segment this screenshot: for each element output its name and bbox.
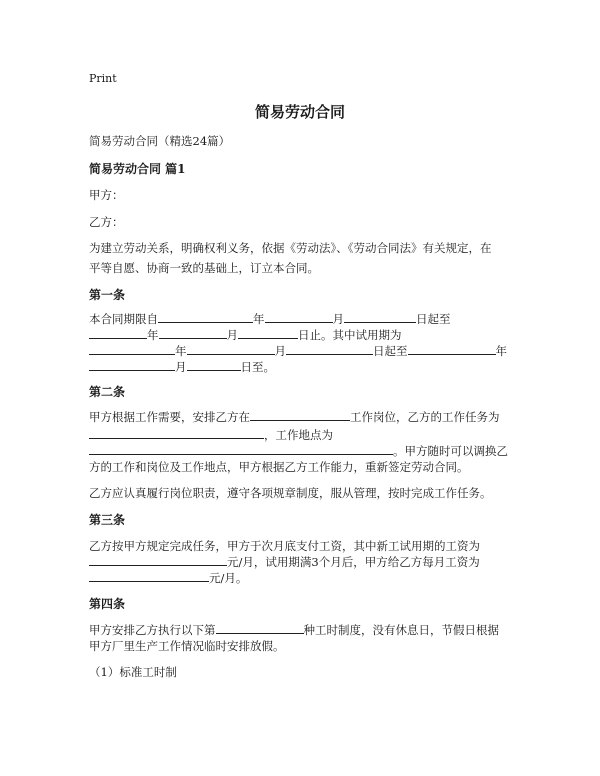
blank-field[interactable] (89, 357, 175, 371)
text: 年 (147, 328, 159, 342)
blank-field[interactable] (89, 568, 209, 582)
article-2-paragraph-2: 乙方应认真履行岗位职责，遵守各项规章制度，服从管理，按时完成工作任务。 (89, 486, 492, 500)
text: 。甲方随时可以调换乙 (393, 444, 508, 458)
party-a-label: 甲方： (89, 188, 124, 202)
blank-field[interactable] (344, 309, 416, 323)
article-4-line-2: 甲方厂里生产工作情况临时安排放假。 (89, 639, 285, 653)
text: 月 (274, 344, 286, 358)
blank-field[interactable] (187, 341, 275, 355)
text: 工作岗位，乙方的工作任务为 (350, 410, 500, 424)
text: 月 (226, 328, 238, 342)
article-4-item-1: （1）标准工时制 (89, 665, 177, 679)
blank-field[interactable] (187, 357, 241, 371)
text: 年 (175, 344, 187, 358)
document-title: 简易劳动合同 (254, 103, 345, 121)
print-label[interactable]: Print (89, 72, 117, 85)
blank-field[interactable] (89, 325, 147, 339)
text: 元/月，试用期满3个月后，甲方给乙方每月工资为 (227, 555, 480, 569)
text: 月 (175, 360, 187, 374)
text: 本合同期限自 (89, 312, 158, 326)
subtitle: 简易劳动合同（精选24篇） (89, 134, 231, 148)
text: 日至。 (240, 360, 275, 374)
blank-field[interactable] (265, 309, 333, 323)
blank-field[interactable] (89, 425, 264, 439)
text: 甲方根据工作需要，安排乙方在 (89, 410, 250, 424)
article-1-line-4 (89, 357, 519, 377)
article-2-line-1 (89, 407, 519, 427)
article-3-line-1: 乙方按甲方规定完成任务，甲方于次月底支付工资，其中新工试用期的工资为 (89, 539, 480, 553)
text: 年 (253, 312, 265, 326)
blank-field[interactable] (250, 407, 350, 421)
text: 年 (495, 344, 507, 358)
intro-line-1: 为建立劳动关系，明确权利义务，依据《劳动法》、《劳动合同法》有关规定，在 (89, 241, 492, 255)
text: 元/月。 (209, 571, 248, 585)
blank-field[interactable] (89, 552, 227, 566)
text: 种工时制度，没有休息日，节假日根据 (303, 623, 499, 637)
text: 日起至 (373, 344, 408, 358)
blank-field[interactable] (89, 441, 393, 455)
text: 日起至 (416, 312, 451, 326)
text: 月 (332, 312, 344, 326)
text: 日止。其中试用期为 (298, 328, 402, 342)
text: ，工作地点为 (264, 428, 333, 442)
party-b-label: 乙方： (89, 215, 124, 229)
blank-field[interactable] (408, 341, 496, 355)
intro-line-2: 平等自愿、协商一致的基础上，订立本合同。 (89, 261, 319, 275)
article-4-heading: 第四条 (89, 597, 126, 611)
section-title: 简易劳动合同 篇1 (89, 162, 186, 176)
blank-field[interactable] (286, 341, 373, 355)
article-3-heading: 第三条 (89, 513, 126, 527)
article-2-heading: 第二条 (89, 385, 126, 399)
article-2-line-4: 方的工作和岗位及工作地点，甲方根据乙方工作能力，重新签定劳动合同。 (89, 460, 469, 474)
blank-field[interactable] (159, 325, 227, 339)
blank-field[interactable] (89, 341, 175, 355)
blank-field[interactable] (216, 620, 304, 634)
text: 甲方安排乙方执行以下第 (89, 623, 216, 637)
blank-field[interactable] (158, 309, 253, 323)
blank-field[interactable] (238, 325, 298, 339)
article-3-line-3 (89, 568, 519, 588)
article-1-heading: 第一条 (89, 288, 126, 302)
